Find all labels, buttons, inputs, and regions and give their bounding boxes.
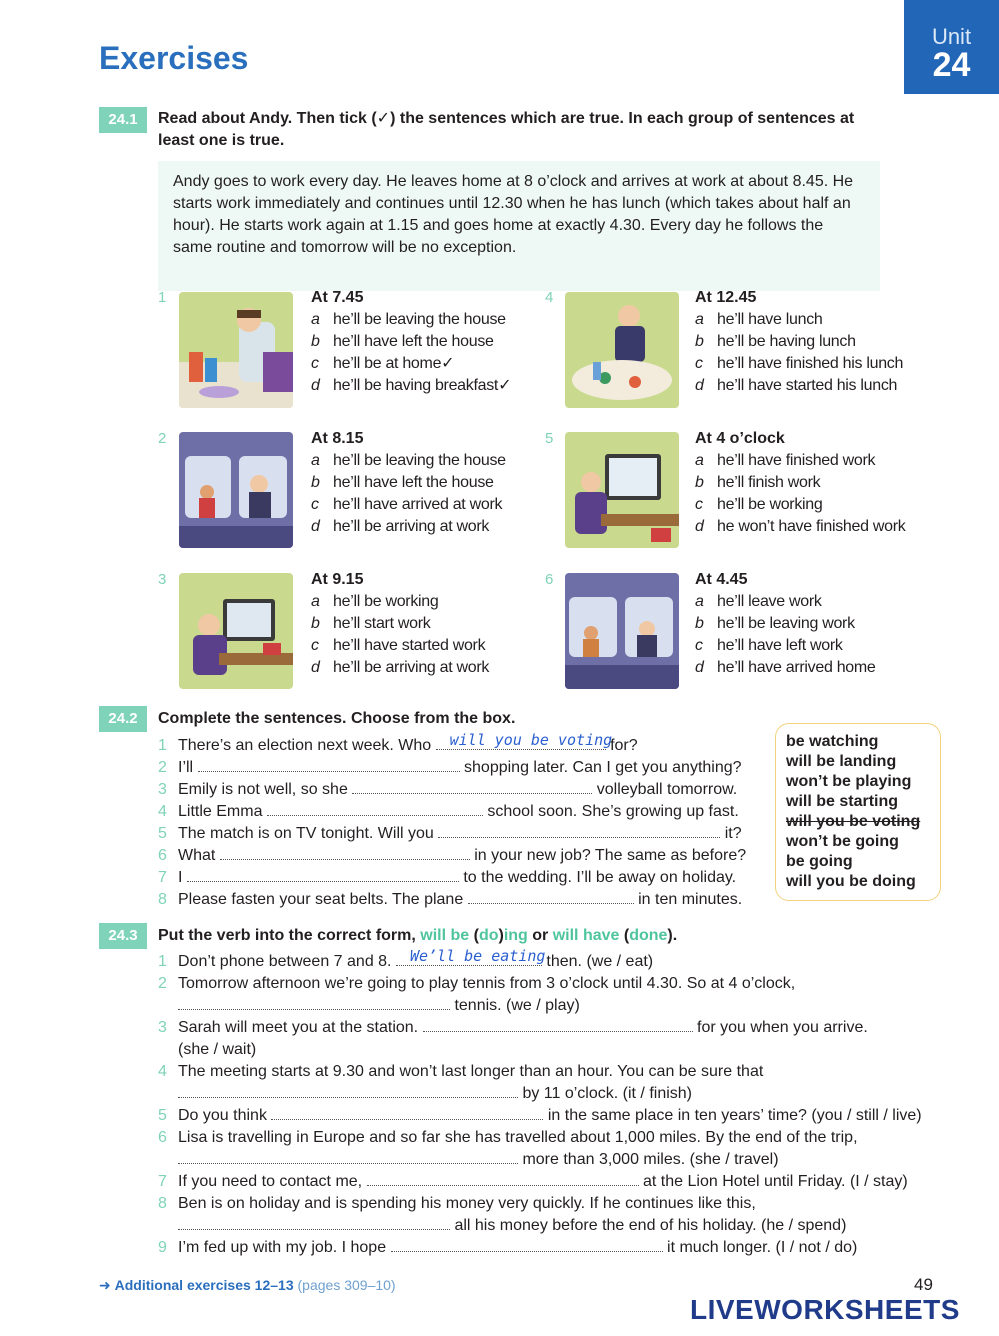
option-row[interactable]: d he won’t have finished work [695,518,906,535]
sentence-row: all his money before the end of his holiday. (he / spend) [158,1215,922,1237]
word-box-item: be watching [786,733,879,750]
option-row[interactable]: a he’ll be working [311,593,439,610]
sentence-row: 3 Emily is not well, so she volleyball tomorrow. [158,781,738,798]
page-title: Exercises [99,40,249,76]
answer-field[interactable] [198,757,460,772]
option-row[interactable]: d he’ll be arriving at work [311,659,490,676]
option-row[interactable]: b he’ll have left the house [311,333,494,350]
unit-badge [904,0,999,94]
tick-icon: ✓ [498,377,512,394]
additional-exercises-link[interactable]: ➜ Additional exercises 12–13 (pages 309–10) [99,1277,396,1293]
answer-field[interactable] [220,845,470,860]
answer-field[interactable] [271,1105,543,1120]
option-row[interactable]: d he’ll have started his lunch [695,377,898,394]
train-illustration [179,432,293,548]
option-row[interactable]: b he’ll start work [311,615,431,632]
group-time: At 12.45 [695,289,757,306]
option-row[interactable]: a he’ll be leaving the house [311,452,506,469]
word-box-item-used: will you be voting [786,813,921,830]
sentence-row: tennis. (we / play) [158,995,922,1017]
sentence-row: 4 Little Emma school soon. She’s growing up fast. [158,803,739,820]
answer-field[interactable] [438,823,720,838]
liveworksheets-logo: LIVEWORKSHEETS [690,1294,960,1325]
option-row[interactable]: b he’ll be having lunch [695,333,856,350]
computer-work-illustration [179,573,293,689]
page-number: 49 [914,1275,933,1294]
sentence-row: more than 3,000 miles. (she / travel) [158,1149,922,1171]
answer-field[interactable] [178,1215,450,1230]
group-number: 5 [545,430,554,447]
group-number: 3 [158,571,167,588]
option-row[interactable]: d he’ll have arrived home [695,659,876,676]
sentence-row: 7 If you need to contact me, at the Lion Hotel until Friday. (I / stay) [158,1173,908,1190]
option-row[interactable]: b he’ll finish work [695,474,821,491]
exercise-instruction: Complete the sentences. Choose from the box. [158,710,516,727]
option-row[interactable]: a he’ll be leaving the house [311,311,506,328]
answer-field[interactable] [468,889,634,904]
word-box-item: will be starting [786,793,899,810]
group-time: At 4.45 [695,571,748,588]
option-row[interactable]: b he’ll be leaving work [695,615,855,632]
sentence-row: by 11 o’clock. (it / finish) [158,1083,922,1105]
option-row[interactable]: a he’ll leave work [695,593,822,610]
answer-field[interactable]: will you be voting [436,735,606,750]
breakfast-illustration [179,292,293,408]
group-time: At 4 o’clock [695,430,785,447]
exercise-badge-24-1: 24.1 [99,107,147,133]
option-row[interactable]: c he’ll have started work [311,637,486,654]
word-box-item: will be landing [786,753,897,770]
answer-field[interactable]: We’ll be eating [396,951,542,966]
option-row[interactable]: d he’ll be having breakfast✓ [311,377,512,394]
sentence-row: 4 The meeting starts at 9.30 and won’t last longer than an hour. You can be sure that [158,1063,764,1080]
option-row[interactable]: c he’ll be working [695,496,823,513]
sentence-row: 3 Sarah will meet you at the station. for you when you arrive. [158,1019,868,1036]
word-box [775,723,941,901]
group-time: At 8.15 [311,430,364,447]
unit-number: 24 [932,46,971,84]
word-box-item: be going [786,853,853,870]
computer-work-illustration [565,432,679,548]
option-row[interactable]: c he’ll have left work [695,637,843,654]
word-box-item: will you be doing [786,873,916,890]
option-list [695,450,905,538]
sentence-row: 2 I’ll shopping later. Can I get you anything? [158,759,742,776]
tick-icon: ✓ [441,355,455,372]
exercise-badge-24-2: 24.2 [99,706,147,732]
sentence-row: 8 Please fasten your seat belts. The plane in ten minutes. [158,891,743,908]
reading-passage: Andy goes to work every day. He leaves home at 8 o’clock and arrives at work at about 8.45. He starts work immediately and continues until 12.30 when he has lunch (which takes about half an hour). He starts work again at 1.15 and goes home at exactly 4.30. Every day he follows the same routine and tomorrow will be no exception. [158,161,880,291]
option-row[interactable]: d he’ll be arriving at work [311,518,490,535]
sentence-row: 2 Tomorrow afternoon we’re going to play tennis from 3 o’clock until 4.30. So at 4 o’clock, [158,975,796,992]
sentence-row: 1 There’s an election next week. Who will you be voting for? [158,731,638,754]
option-row[interactable]: a he’ll have finished work [695,452,876,469]
option-row[interactable]: c he’ll have arrived at work [311,496,503,513]
option-row[interactable]: c he’ll have finished his lunch [695,355,904,372]
group-number: 6 [545,571,554,588]
sentence-row: 6 What in your new job? The same as before? [158,847,747,864]
option-list [311,591,489,679]
option-list [695,309,903,397]
answer-field[interactable] [187,867,459,882]
exercise-instruction: Put the verb into the correct form, will be (do)ing or will have (done). [158,927,678,944]
sentence-row: 5 The match is on TV tonight. Will you it? [158,825,742,842]
answer-field[interactable] [367,1171,639,1186]
group-number: 4 [545,289,554,306]
word-box-item: won’t be playing [786,773,912,790]
option-list [311,450,506,538]
sentence-row: 8 Ben is on holiday and is spending his money very quickly. If he continues like this, [158,1195,756,1212]
exercise-instruction: Read about Andy. Then tick (✓) the sentences which are true. In each group of sentences at least one is true. [158,110,855,149]
sentence-row: 7 I to the wedding. I’ll be away on holiday. [158,869,737,886]
sentence-row: 1 Don’t phone between 7 and 8. We’ll be eating then. (we / eat) [158,947,654,970]
group-number: 1 [158,289,167,306]
option-row[interactable]: a he’ll have lunch [695,311,823,328]
answer-field[interactable] [352,779,592,794]
word-box-item: won’t be going [786,833,899,850]
option-list [311,309,511,397]
group-time: At 7.45 [311,289,364,306]
answer-field[interactable] [423,1017,693,1032]
arrow-right-icon: ➜ [99,1277,111,1293]
answer-field[interactable] [267,801,483,816]
sentence-list [158,947,922,1259]
lunch-illustration [565,292,679,408]
unit-word: Unit [931,24,972,49]
option-row[interactable]: c he’ll be at home✓ [311,355,455,372]
option-list [695,591,876,679]
group-time: At 9.15 [311,571,364,588]
sentence-row: 9 I’m fed up with my job. I hope it much longer. (I / not / do) [158,1239,858,1256]
answer-field[interactable] [391,1237,663,1252]
group-number: 2 [158,430,167,447]
sentence-row: 5 Do you think in the same place in ten years’ time? (you / still / live) [158,1107,922,1124]
option-row[interactable]: b he’ll have left the house [311,474,494,491]
exercise-badge-24-3: 24.3 [99,923,147,949]
answer-field[interactable] [178,1149,518,1164]
train-illustration [565,573,679,689]
sentence-row: 6 Lisa is travelling in Europe and so far she has travelled about 1,000 miles. By the end of the trip, [158,1129,858,1146]
answer-field[interactable] [178,995,450,1010]
sentence-row: (she / wait) [178,1041,257,1058]
answer-field[interactable] [178,1083,518,1098]
sentence-list [158,731,747,911]
